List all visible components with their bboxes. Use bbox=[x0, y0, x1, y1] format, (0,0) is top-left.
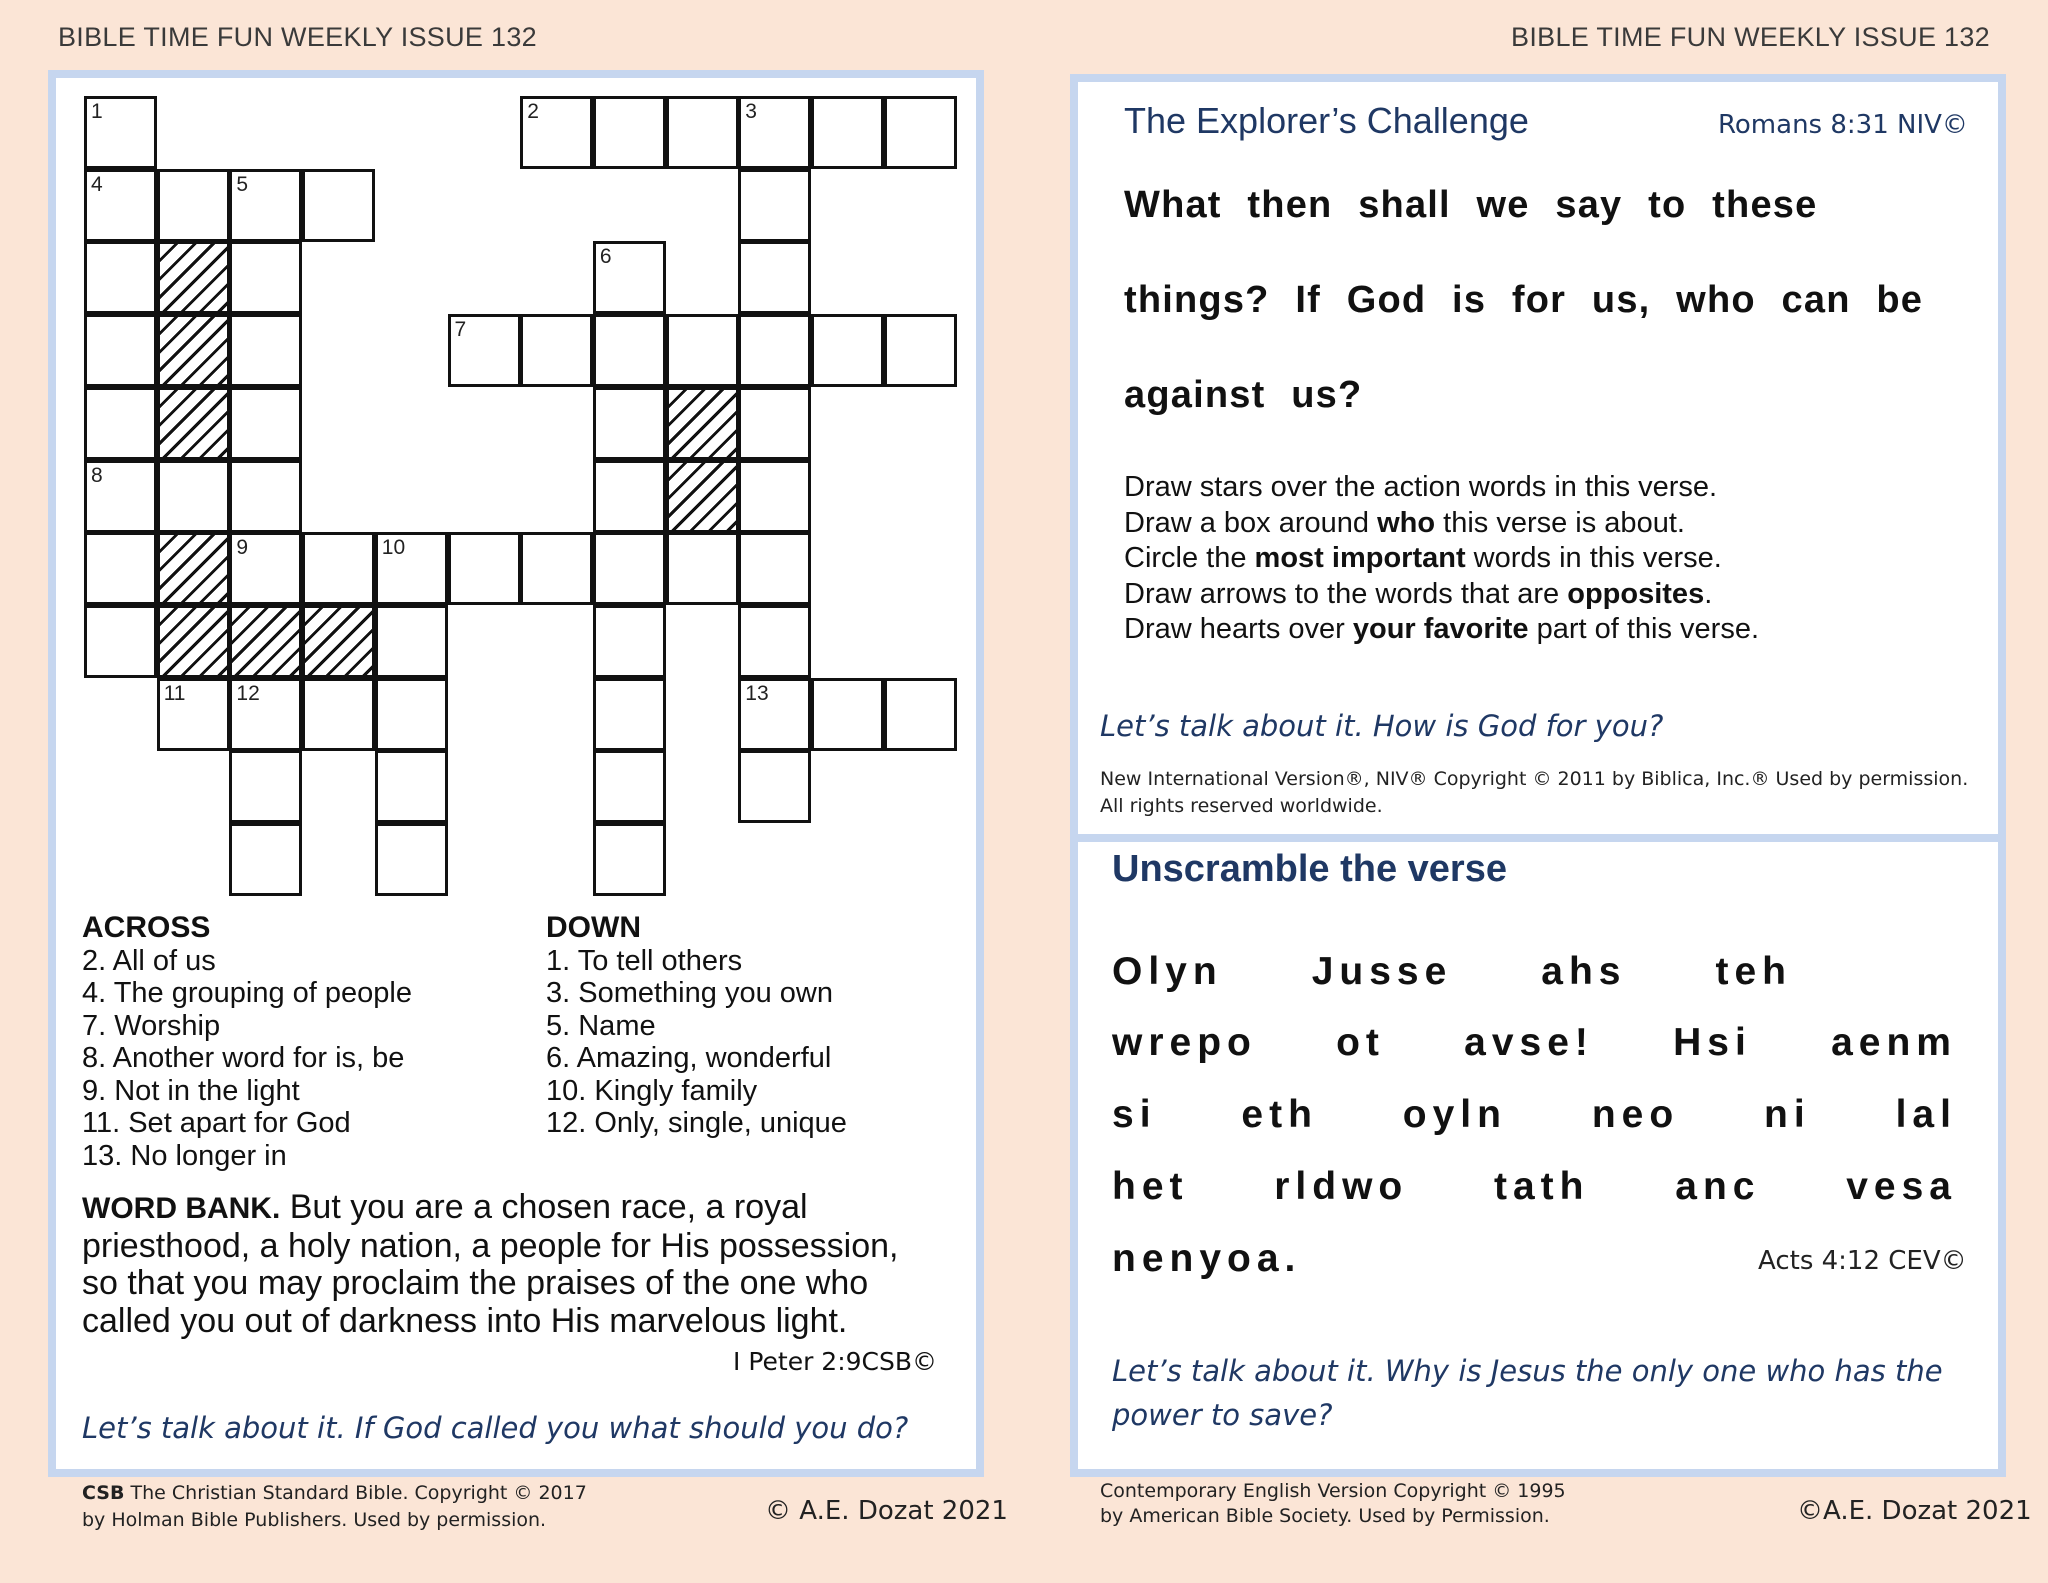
explorer-talk: Let’s talk about it. How is God for you? bbox=[1100, 709, 1664, 743]
crossword-cell[interactable] bbox=[302, 678, 375, 751]
scrambled-word: teh bbox=[1715, 950, 1792, 993]
across-clue: 9. Not in the light bbox=[82, 1074, 300, 1107]
crossword-cell[interactable] bbox=[229, 823, 302, 896]
unscramble-talk-line1: Let’s talk about it. Why is Jesus the only one who has the bbox=[1112, 1354, 1943, 1388]
crossword-cell[interactable] bbox=[84, 314, 157, 387]
word-bank bbox=[82, 1189, 942, 1340]
crossword-cell[interactable] bbox=[884, 96, 957, 169]
across-clues bbox=[82, 912, 412, 1172]
clue-number: 10 bbox=[381, 536, 406, 560]
crossword-cell[interactable] bbox=[375, 532, 448, 605]
crossword-cell[interactable] bbox=[448, 314, 521, 387]
across-clue: 2. All of us bbox=[82, 944, 216, 977]
crossword-cell[interactable] bbox=[811, 314, 884, 387]
cev-line2: by American Bible Society. Used by Permission. bbox=[1100, 1505, 1550, 1527]
csb-copyright bbox=[82, 1480, 587, 1534]
clue-number: 2 bbox=[527, 100, 539, 123]
crossword-cell[interactable] bbox=[666, 532, 739, 605]
clue-number: 9 bbox=[236, 536, 249, 560]
crossword-shaded-cell bbox=[157, 314, 230, 387]
crossword-cell[interactable] bbox=[738, 678, 811, 751]
unscramble-talk-line2: power to save? bbox=[1112, 1398, 1333, 1432]
crossword-cell[interactable] bbox=[375, 678, 448, 751]
clue-number: 11 bbox=[163, 681, 186, 705]
issue-header-right: BIBLE TIME FUN WEEKLY ISSUE 132 bbox=[1511, 22, 1990, 52]
crossword-cell[interactable] bbox=[157, 169, 230, 242]
niv-line2: All rights reserved worldwide. bbox=[1100, 795, 1383, 817]
clue-number: 5 bbox=[236, 172, 249, 196]
crossword-cell[interactable] bbox=[811, 96, 884, 169]
crossword-cell[interactable] bbox=[84, 241, 157, 314]
crossword-cell[interactable] bbox=[593, 532, 666, 605]
csb-abbrev: CSB bbox=[82, 1482, 125, 1504]
crossword-cell[interactable] bbox=[593, 387, 666, 460]
clue-number: 12 bbox=[236, 681, 260, 705]
crossword-cell[interactable] bbox=[738, 605, 811, 678]
crossword-cell[interactable] bbox=[157, 460, 230, 533]
crossword-cell[interactable] bbox=[738, 532, 811, 605]
verse-line-3: against us? bbox=[1124, 374, 1363, 416]
crossword-cell[interactable] bbox=[520, 96, 593, 169]
across-heading: ACROSS bbox=[82, 911, 211, 944]
crossword-cell[interactable] bbox=[593, 314, 666, 387]
scrambled-word: eth bbox=[1241, 1093, 1318, 1136]
csb-line2: by Holman Bible Publishers. Used by permission. bbox=[82, 1509, 547, 1531]
scrambled-word: nenyoa. bbox=[1112, 1237, 1302, 1280]
crossword-shaded-cell bbox=[666, 460, 739, 533]
scrambled-word: rldwo bbox=[1274, 1165, 1409, 1208]
crossword-cell[interactable] bbox=[84, 532, 157, 605]
instruction-item: Draw a box around who this verse is about. bbox=[1124, 506, 1685, 539]
clue-number: 1 bbox=[91, 100, 103, 123]
instruction-item: Draw stars over the action words in this verse. bbox=[1124, 471, 1718, 503]
scrambled-word: Jusse bbox=[1311, 950, 1453, 993]
crossword-cell[interactable] bbox=[884, 314, 957, 387]
unscramble-title: Unscramble the verse bbox=[1112, 848, 1507, 890]
crossword-cell[interactable] bbox=[593, 823, 666, 896]
clue-number: 6 bbox=[599, 245, 612, 269]
scrambled-word: het bbox=[1112, 1165, 1189, 1208]
crossword-cell[interactable] bbox=[302, 532, 375, 605]
scrambled-word: si bbox=[1112, 1093, 1157, 1136]
crossword-cell[interactable] bbox=[84, 605, 157, 678]
crossword-cell[interactable] bbox=[84, 460, 157, 533]
niv-copyright bbox=[1100, 766, 1968, 820]
across-clue: 7. Worship bbox=[82, 1009, 221, 1042]
cev-line1: Contemporary English Version Copyright © 1995 bbox=[1100, 1480, 1566, 1502]
down-clues bbox=[546, 912, 847, 1140]
scrambled-line bbox=[1112, 1165, 1957, 1209]
explorer-reference: Romans 8:31 NIV© bbox=[1718, 110, 1968, 140]
crossword-cell[interactable] bbox=[375, 823, 448, 896]
down-clue: 12. Only, single, unique bbox=[546, 1107, 847, 1139]
crossword-shaded-cell bbox=[157, 241, 230, 314]
down-clue: 10. Kingly family bbox=[546, 1074, 758, 1107]
instruction-item: Circle the most important words in this verse. bbox=[1124, 542, 1722, 574]
word-bank-talk: Let’s talk about it. If God called you what should you do? bbox=[82, 1411, 909, 1445]
down-clue: 3. Something you own bbox=[546, 977, 833, 1009]
clue-number: 3 bbox=[745, 100, 757, 123]
scrambled-word: ahs bbox=[1541, 950, 1627, 993]
scrambled-word: oyln bbox=[1402, 1093, 1507, 1136]
scrambled-word: Hsi bbox=[1673, 1021, 1752, 1064]
scrambled-word: aenm bbox=[1831, 1021, 1957, 1064]
word-bank-label: WORD BANK. bbox=[82, 1192, 281, 1225]
crossword-cell[interactable] bbox=[520, 314, 593, 387]
cev-copyright bbox=[1100, 1479, 1566, 1529]
clue-number: 4 bbox=[91, 172, 103, 196]
crossword-cell[interactable] bbox=[738, 314, 811, 387]
csb-line1: The Christian Standard Bible. Copyright © 2017 bbox=[124, 1482, 587, 1504]
author-copyright-left: © A.E. Dozat 2021 bbox=[765, 1496, 1008, 1526]
author-copyright-right: ©A.E. Dozat 2021 bbox=[1797, 1496, 2032, 1526]
crossword-cell[interactable] bbox=[229, 169, 302, 242]
scrambled-word: wrepo bbox=[1112, 1021, 1257, 1064]
crossword-cell[interactable] bbox=[593, 460, 666, 533]
unscramble-talk bbox=[1112, 1349, 1943, 1437]
verse-line-2: things? If God is for us, who can be bbox=[1124, 279, 1924, 321]
scrambled-word: lal bbox=[1895, 1093, 1957, 1136]
crossword-cell[interactable] bbox=[229, 460, 302, 533]
instruction-list bbox=[1124, 470, 1759, 648]
crossword-cell[interactable] bbox=[738, 460, 811, 533]
clue-number: 7 bbox=[454, 318, 467, 342]
crossword-cell[interactable] bbox=[229, 750, 302, 823]
unscramble-reference: Acts 4:12 CEV© bbox=[1758, 1246, 1967, 1276]
scrambled-line bbox=[1112, 1021, 1957, 1065]
across-clue: 13. No longer in bbox=[82, 1139, 287, 1172]
crossword-cell[interactable] bbox=[738, 169, 811, 242]
crossword-shaded-cell bbox=[157, 387, 230, 460]
clue-number: 8 bbox=[91, 463, 103, 487]
crossword-cell[interactable] bbox=[738, 750, 811, 823]
scrambled-word: vesa bbox=[1846, 1165, 1957, 1208]
scrambled-word: Olyn bbox=[1112, 950, 1223, 993]
crossword-cell[interactable] bbox=[229, 314, 302, 387]
crossword-shaded-cell bbox=[229, 605, 302, 678]
crossword-cell[interactable] bbox=[593, 678, 666, 751]
crossword-cell[interactable] bbox=[157, 678, 230, 751]
down-heading: DOWN bbox=[546, 911, 641, 944]
crossword-cell[interactable] bbox=[520, 532, 593, 605]
down-clue: 5. Name bbox=[546, 1009, 656, 1042]
crossword-cell[interactable] bbox=[593, 750, 666, 823]
word-bank-text: But you are a chosen race, a royal priesthood, a holy nation, a people for His possession, so that you may proclaim the praises of the one who called you out of darkness into His marvelous light. bbox=[82, 1188, 899, 1340]
scrambled-word: avse! bbox=[1464, 1021, 1594, 1064]
crossword-cell[interactable] bbox=[229, 678, 302, 751]
across-clue: 11. Set apart for God bbox=[82, 1107, 351, 1139]
crossword-cell[interactable] bbox=[884, 678, 957, 751]
crossword-cell[interactable] bbox=[229, 241, 302, 314]
scrambled-line bbox=[1112, 1093, 1957, 1137]
crossword-shaded-cell bbox=[157, 532, 230, 605]
scrambled-word: tath bbox=[1494, 1165, 1590, 1208]
crossword-cell[interactable] bbox=[738, 241, 811, 314]
crossword-cell[interactable] bbox=[811, 678, 884, 751]
crossword-cell[interactable] bbox=[738, 96, 811, 169]
crossword-cell[interactable] bbox=[84, 169, 157, 242]
instruction-item: Draw hearts over your favorite part of this verse. bbox=[1124, 613, 1760, 645]
across-clue: 8. Another word for is, be bbox=[82, 1042, 405, 1074]
crossword-cell[interactable] bbox=[84, 96, 157, 169]
scrambled-line bbox=[1112, 950, 1792, 994]
scrambled-word: ni bbox=[1764, 1093, 1811, 1136]
crossword-cell[interactable] bbox=[593, 241, 666, 314]
word-bank-reference: I Peter 2:9CSB© bbox=[733, 1347, 938, 1376]
crossword-shaded-cell bbox=[666, 387, 739, 460]
issue-header-left: BIBLE TIME FUN WEEKLY ISSUE 132 bbox=[58, 22, 537, 52]
crossword-cell[interactable] bbox=[375, 750, 448, 823]
crossword-cell[interactable] bbox=[229, 387, 302, 460]
down-clue: 1. To tell others bbox=[546, 944, 743, 977]
scrambled-word: anc bbox=[1675, 1165, 1761, 1208]
scrambled-word: ot bbox=[1336, 1021, 1385, 1064]
crossword-shaded-cell bbox=[302, 605, 375, 678]
verse-line-1: What then shall we say to these bbox=[1124, 184, 1818, 226]
crossword-cell[interactable] bbox=[375, 605, 448, 678]
niv-line1: New International Version®, NIV® Copyright © 2011 by Biblica, Inc.® Used by permission. bbox=[1100, 768, 1969, 790]
crossword-cell[interactable] bbox=[666, 96, 739, 169]
crossword-cell[interactable] bbox=[593, 605, 666, 678]
scrambled-word: neo bbox=[1591, 1093, 1680, 1136]
clue-number: 13 bbox=[745, 681, 769, 705]
crossword-cell[interactable] bbox=[666, 314, 739, 387]
crossword-cell[interactable] bbox=[738, 387, 811, 460]
crossword-cell[interactable] bbox=[84, 387, 157, 460]
crossword-shaded-cell bbox=[157, 605, 230, 678]
crossword-cell[interactable] bbox=[448, 532, 521, 605]
instruction-item: Draw arrows to the words that are opposites. bbox=[1124, 577, 1713, 610]
down-clue: 6. Amazing, wonderful bbox=[546, 1042, 832, 1074]
crossword-cell[interactable] bbox=[593, 96, 666, 169]
explorer-title: The Explorer’s Challenge bbox=[1124, 100, 1529, 141]
crossword-cell[interactable] bbox=[229, 532, 302, 605]
crossword-cell[interactable] bbox=[302, 169, 375, 242]
across-clue: 4. The grouping of people bbox=[82, 977, 413, 1009]
